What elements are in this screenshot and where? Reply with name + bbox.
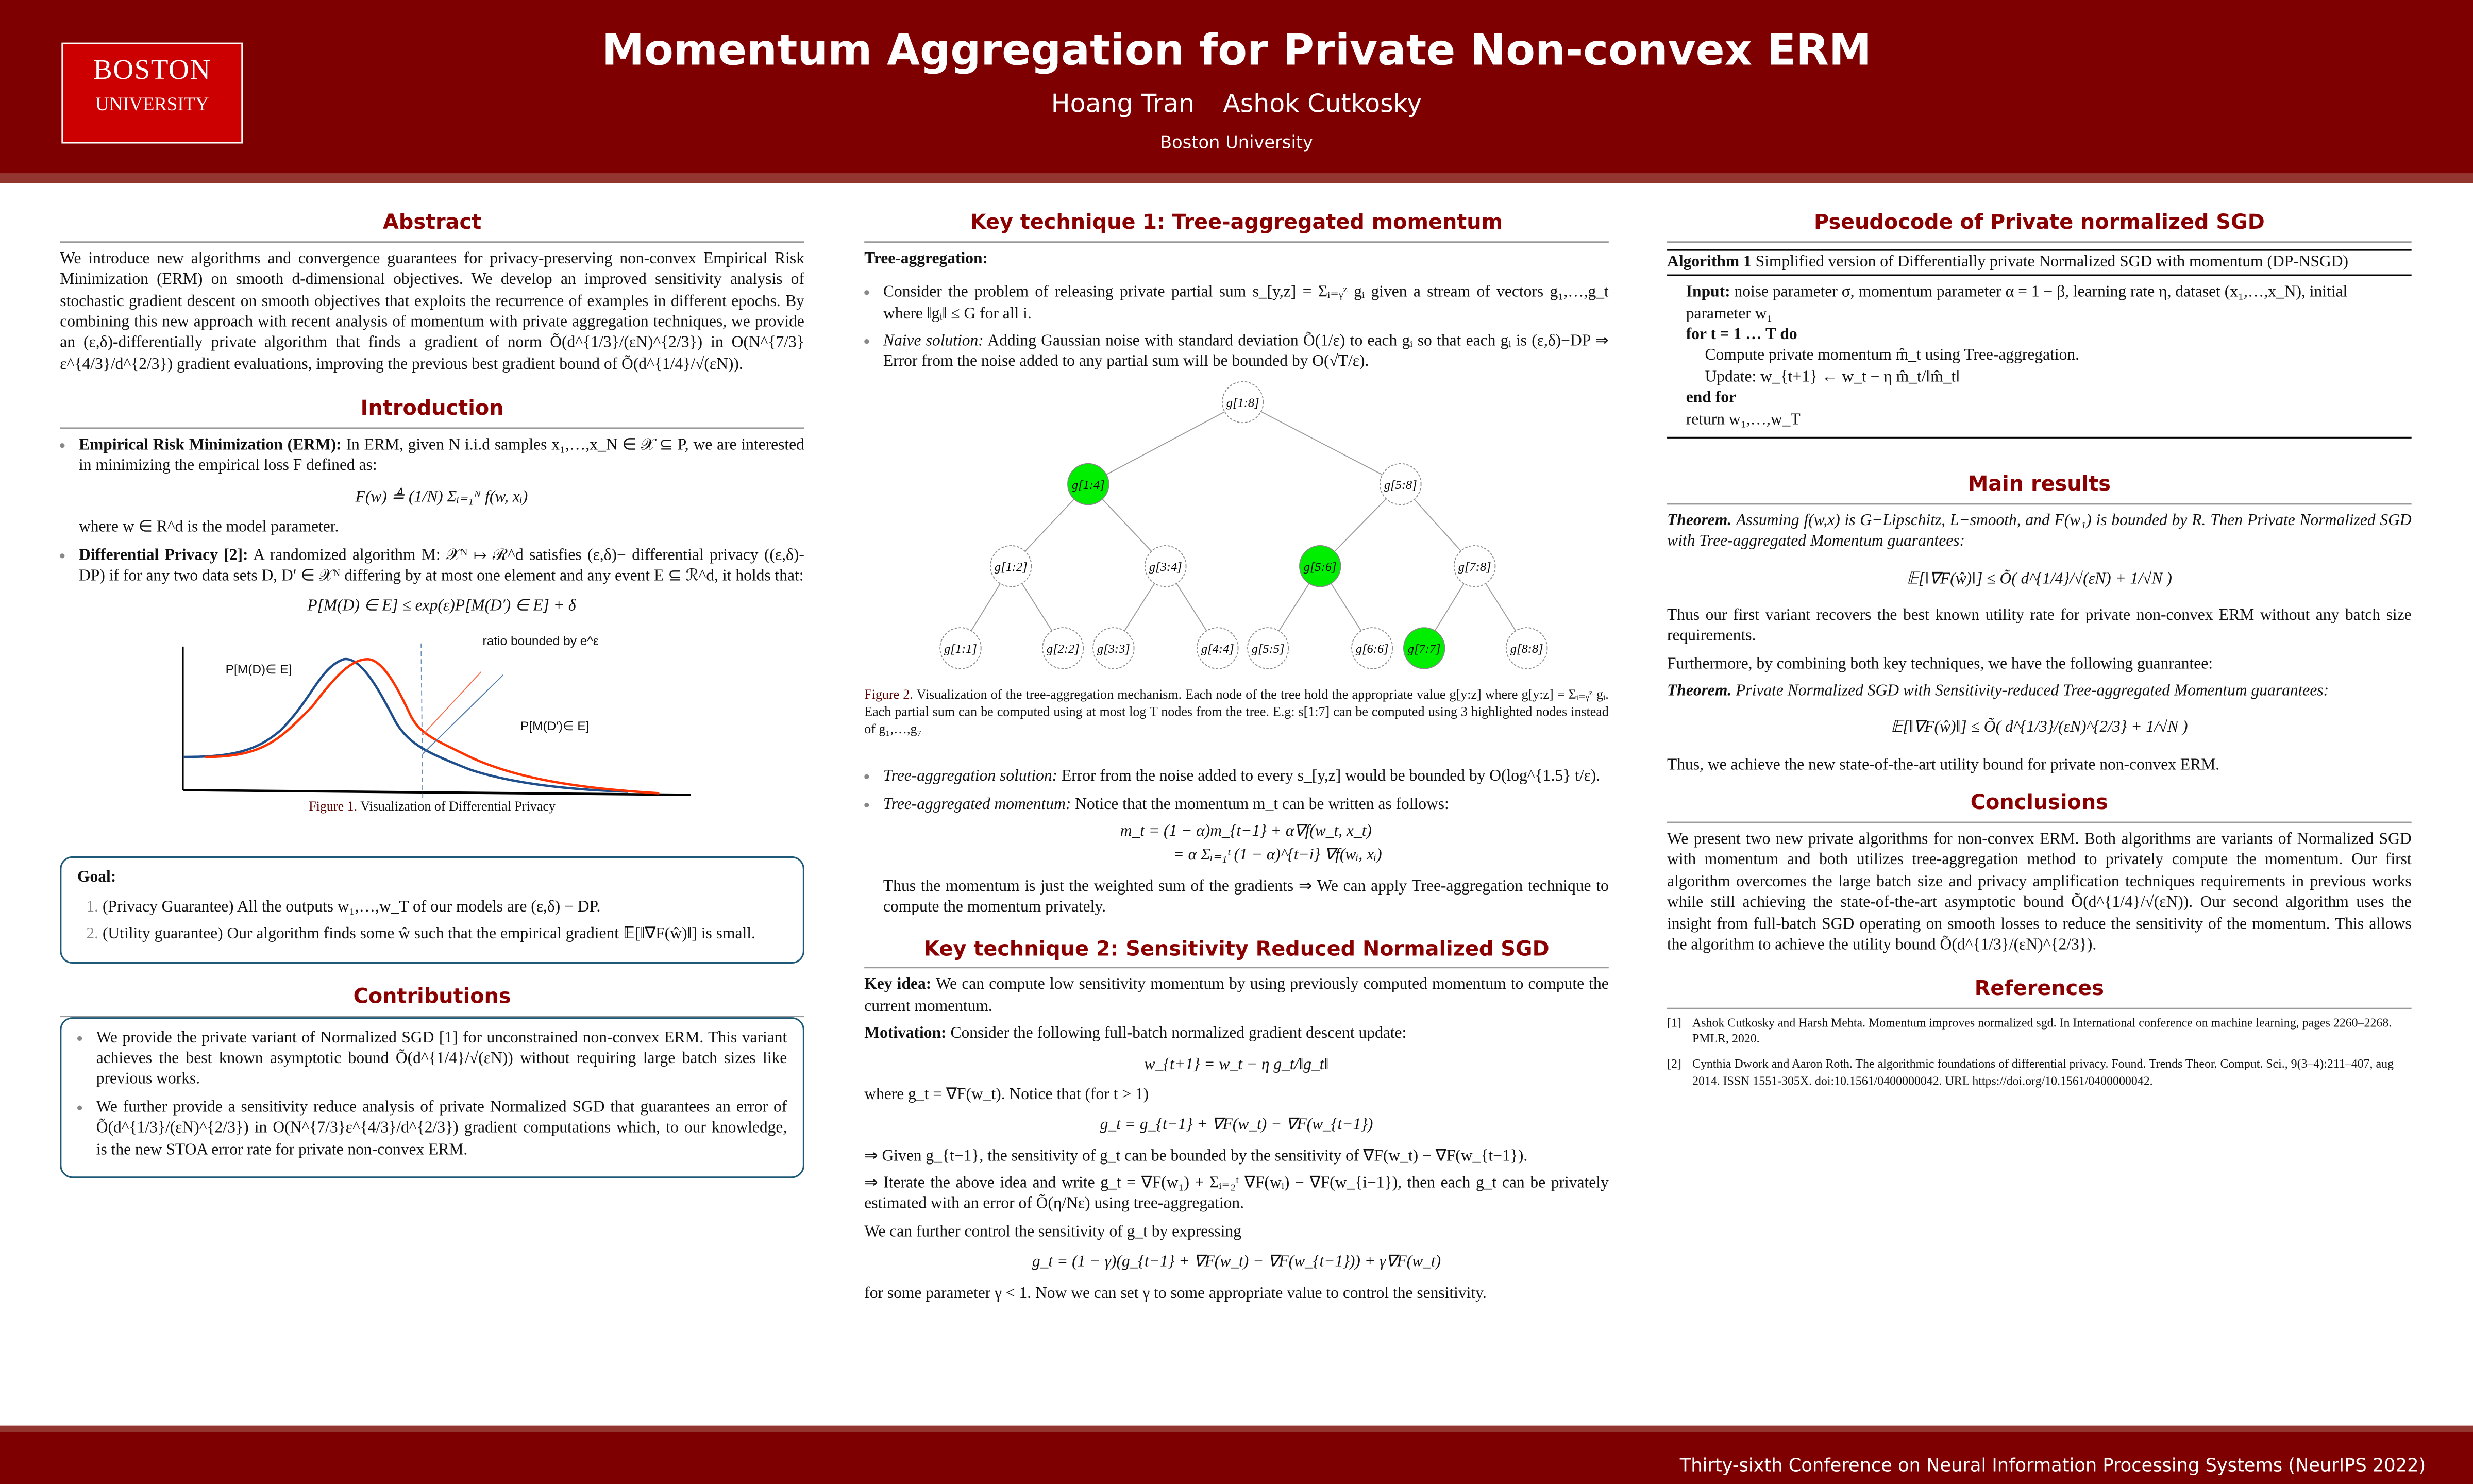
- svg-text:g[5:8]: g[5:8]: [1384, 478, 1417, 492]
- contributions-list: [77, 1028, 787, 1161]
- reference-item: [1667, 1057, 2412, 1089]
- abstract-text: We introduce new algorithms and convergence guarantees for privacy-preserving non-convex Empirical Risk Minimization (ERM) on smooth d-dimensional objectives. We develop an improved sensitivity analysis of stochastic gradient descent on smooth objectives that exploits the recurrence of examples in different epochs. By combining this new approach with recent analysis of momentum with private aggregation techniques, we provide an (ε,δ)-differentially private algorithm that finds a gradient of norm Õ(d^{1/3}/(εN)^{2/3}) in O(N^{7/3}ε^{4/3}/d^{2/3}) gradient evaluations, improving the previous best gradient bound of Õ(d^{1/4}/√(εN)).: [60, 250, 804, 374]
- svg-text:g[4:4]: g[4:4]: [1201, 642, 1234, 656]
- tree-node: [990, 545, 1032, 586]
- algorithm-header: [1667, 250, 2412, 276]
- footer: [0, 1426, 2473, 1484]
- results-text: Thus, we achieve the new state-of-the-art utility bound for private non-convex ERM.: [1667, 756, 2220, 774]
- abstract-heading: Abstract: [60, 211, 804, 243]
- algorithm-label: Algorithm 1: [1667, 254, 1752, 272]
- dp-figure-svg: [60, 627, 804, 801]
- references-heading: References: [1667, 978, 2412, 1009]
- idea-label: Key idea:: [864, 976, 932, 994]
- goal-box: [60, 856, 804, 964]
- tree-node: [1404, 627, 1445, 668]
- tree-edge: [1243, 402, 1401, 484]
- conclusions-heading: Conclusions: [1667, 792, 2412, 823]
- erm-title: Empirical Risk Minimization (ERM):: [79, 436, 342, 454]
- label-d: P[M(D)∈ E]: [225, 662, 292, 676]
- control-equation: g_t = (1 − γ)(g_{t−1} + ∇F(w_t) − ∇F(w_{t−1})) + γ∇F(w_t): [1032, 1254, 1441, 1272]
- goal-list: [77, 898, 787, 946]
- contribution-item: • We further provide a sensitivity reduce analysis of private Normalized SGD that guarantees an error of Õ(d^{1/3}/(εN)^{2/3}) in O(N^{7/3}ε^{4/3}/d^{2/3}) gradient computations which, to our knowledge, is the new STOA error rate for private non-convex ERM.: [96, 1098, 787, 1161]
- poster-title: Momentum Aggregation for Private Non-convex ERM: [601, 27, 1872, 76]
- theorem-text: Assuming f(w,x) is G−Lipschitz, L−smooth, and F(w₁) is bounded by R. Then Private Normalized SGD with Tree-aggregated Momentum guarantees:: [1667, 512, 2412, 551]
- tree-node: [1454, 545, 1495, 586]
- svg-text:g[6:6]: g[6:6]: [1355, 642, 1389, 656]
- momentum-eq1: m_t = (1 − α)m_{t−1} + α∇f(w_t, x_t): [1120, 823, 1372, 841]
- algo-step: Update: w_{t+1} ← w_t − η m̂_t/‖m̂_t‖: [1705, 368, 1961, 386]
- idea-text: We can compute low sensitivity momentum by using previously computed momentum to compute the current momentum.: [864, 976, 1609, 1016]
- contribution-item: • We provide the private variant of Normalized SGD [1] for unconstrained non-convex ERM. This variant achieves the best known asymptotic bound Õ(d^{1/4}/√(εN)) without requiring large batch sizes like previous works.: [96, 1028, 787, 1091]
- pseudocode-heading: Pseudocode of Private normalized SGD: [1667, 211, 2412, 243]
- erm-text: In ERM, given N i.i.d samples x₁,…,x_N ∈ 𝒳 ⊆ P, we are interested in minimizing the empirical loss F defined as:: [79, 436, 804, 476]
- momentum-label: Tree-aggregated momentum:: [883, 796, 1071, 814]
- goal-item: 1. (Privacy Guarantee) All the outputs w₁,…,w_T of our models are (ε,δ) − DP.: [103, 898, 787, 919]
- figure-1-caption: [60, 798, 804, 815]
- results-text: Furthermore, by combining both key techniques, we have the following guanrantee:: [1667, 655, 2213, 673]
- tree-node: [940, 627, 981, 668]
- reference-number: [2]: [1667, 1057, 1681, 1072]
- tree-node: [1380, 463, 1421, 504]
- algo-step: Compute private momentum m̂_t using Tree-aggregation.: [1705, 347, 2080, 365]
- tree-momentum-item: [883, 794, 1609, 918]
- author: Ashok Cutkosky: [1223, 88, 1422, 119]
- key2-line: for some parameter γ < 1. Now we can set γ to some appropriate value to control the sensitivity.: [864, 1285, 1487, 1302]
- tree-aggregation-subheading: Tree-aggregation:: [864, 250, 988, 268]
- intro-list: [60, 435, 804, 618]
- solution-text: Error from the noise added to every s_[y,z] would be bounded by O(log^{1.5} t/ε).: [1062, 768, 1601, 786]
- dp-title: Differential Privacy [2]:: [79, 546, 248, 564]
- intro-item-dp: [79, 545, 804, 618]
- update-equation: w_{t+1} = w_t − η g_t/‖g_t‖: [1144, 1056, 1329, 1073]
- caption-text: Visualization of Differential Privacy: [360, 797, 556, 814]
- theorem-2: [1667, 681, 2412, 702]
- momentum-text: Notice that the momentum m_t can be written as follows:: [1075, 796, 1449, 814]
- key-idea: [864, 975, 1609, 1018]
- erm-after: where w ∈ R^d is the model parameter.: [79, 519, 339, 537]
- motivation: [864, 1024, 1609, 1045]
- tree-node: [1506, 627, 1547, 668]
- ratio-arrow-blue: [423, 674, 503, 753]
- goal-item: 2. (Utility guarantee) Our algorithm finds some ŵ such that the empirical gradient 𝔼[‖∇F(ŵ)‖] is small.: [103, 925, 787, 946]
- label-ratio: ratio bounded by e^ε: [482, 633, 599, 648]
- svg-text:g[1:2]: g[1:2]: [994, 560, 1028, 574]
- tree-node: [1300, 545, 1341, 586]
- result-eq2: 𝔼[‖∇F(ŵ)‖] ≤ Õ( d^{1/3}/(εN)^{2/3} + 1/√N ): [1891, 719, 2188, 737]
- dp-equation: P[M(D) ∈ E] ≤ exp(ε)P[M(D′) ∈ E] + δ: [307, 598, 576, 616]
- goal-title: Goal:: [77, 868, 116, 886]
- tree-node: [1042, 627, 1084, 668]
- tree-node: [1248, 627, 1289, 668]
- svg-text:g[1:1]: g[1:1]: [944, 642, 977, 656]
- tree-edge: [1088, 402, 1243, 484]
- tree-node: [1352, 627, 1393, 668]
- algo-return: return w₁,…,w_T: [1686, 411, 1801, 429]
- solution-label: Tree-aggregation solution:: [883, 768, 1058, 786]
- input-text: noise parameter σ, momentum parameter α = 1 − β, learning rate η, dataset (x₁,…,x_N), initial parameter w₁: [1686, 284, 2348, 323]
- references-list: [1667, 1016, 2412, 1089]
- momentum-after: Thus the momentum is just the weighted sum of the gradients ⇒ We can apply Tree-aggregation technique to compute the momentum privately.: [883, 878, 1609, 917]
- key2-heading: Key technique 2: Sensitivity Reduced Normalized SGD: [864, 938, 1609, 969]
- algorithm-body: [1667, 276, 2412, 436]
- logo-line2: UNIVERSITY: [95, 93, 209, 115]
- key1-list: [864, 283, 1609, 374]
- svg-text:g[3:3]: g[3:3]: [1097, 642, 1130, 656]
- key2-line: where g_t = ∇F(w_t). Notice that (for t > 1): [864, 1086, 1149, 1104]
- reference-item: [1667, 1016, 2412, 1048]
- threshold-line: [421, 643, 423, 798]
- naive-label: Naive solution:: [883, 332, 984, 350]
- introduction-heading: Introduction: [60, 398, 804, 429]
- svg-text:g[1:8]: g[1:8]: [1226, 395, 1259, 410]
- tree-node: [1145, 545, 1186, 586]
- algo-for: for t = 1 … T do: [1686, 326, 1797, 344]
- curve-dprime: [205, 659, 659, 792]
- gradient-equation: g_t = g_{t−1} + ∇F(w_t) − ∇F(w_{t−1}): [1100, 1117, 1373, 1135]
- tree-node: [1222, 381, 1264, 423]
- key2-line: ⇒ Given g_{t−1}, the sensitivity of g_t can be bounded by the sensitivity of ∇F(w_t) − ∇F(w_{t−1}).: [864, 1148, 1528, 1165]
- conclusions-text: We present two new private algorithms for non-convex ERM. Both algorithms are variants of Normalized SGD with momentum and both utilizes tree-aggregation method to privately compute the momentum. Our first algorithm overcomes the large batch size and privacy amplification techniques requirements in previous works while still achieving the state-of-the-art asymptotic bound Õ(d^{1/4}/√(εN)). Our second algorithm uses the insight from full-batch SGD operating on smooth losses to reduce the sensitivity of the momentum. This allows the algorithm to achieve the utility bound Õ(d^{1/3}/(εN)^{2/3}).: [1667, 831, 2412, 954]
- tree-node: [1197, 627, 1238, 668]
- svg-text:g[8:8]: g[8:8]: [1510, 642, 1543, 656]
- contributions-box: [60, 1017, 804, 1178]
- tree-node: [1068, 463, 1109, 504]
- dp-text: A randomized algorithm M: 𝒳ᴺ ↦ ℛ^d satisfies (ε,δ)− differential privacy ((ε,δ)-DP) if for any two data sets D, D′ ∈ 𝒳ᴺ differing by at most one element and any event E ⊆ ℛ^d, it holds that:: [79, 546, 804, 585]
- key1-item: • Consider the problem of releasing private partial sum s_[y,z] = Σᵢ₌ᵧᶻ gᵢ given a stream of vectors g₁,…,g_t where ‖gᵢ‖ ≤ G for all i.: [883, 283, 1609, 325]
- conference-name: Thirty-sixth Conference on Neural Information Processing Systems (NeurIPS 2022): [1679, 1454, 2426, 1476]
- figure-label: Figure 2.: [864, 686, 913, 702]
- theorem-1: [1667, 511, 2412, 553]
- figure-1: [60, 627, 804, 824]
- middle-column: [864, 211, 1609, 1310]
- algo-input: [1686, 283, 2412, 325]
- theorem-text: Private Normalized SGD with Sensitivity-reduced Tree-aggregated Momentum guarantees:: [1736, 683, 2329, 701]
- key1-item: [883, 331, 1609, 374]
- left-column: [60, 211, 804, 1178]
- key2-line: ⇒ Iterate the above idea and write g_t = ∇F(w₁) + Σᵢ₌₂ᵗ ∇F(wᵢ) − ∇F(w_{i−1}), then each g_t can be privately estimated with an error of Õ(η/Nε) using tree-aggregation.: [864, 1175, 1609, 1213]
- theorem-label: Theorem.: [1667, 512, 1732, 530]
- authors: [0, 88, 2473, 121]
- reference-text: Cynthia Dwork and Aaron Roth. The algorithmic foundations of differential privacy. Found. Trends Theor. Comput. Sci., 9(3–4):211–407, aug 2014. ISSN 1551-305X. doi:10.1561/0400000042. URL https://doi.org/10.1561/0400000042.: [1692, 1057, 2394, 1088]
- figure-label: Figure 1.: [309, 797, 358, 814]
- svg-text:g[7:8]: g[7:8]: [1458, 560, 1491, 574]
- algo-endfor: end for: [1686, 390, 1736, 408]
- reference-number: [1]: [1667, 1016, 1681, 1031]
- reference-text: Ashok Cutkosky and Harsh Mehta. Momentum improves normalized sgd. In International conference on machine learning, pages 2260–2268. PMLR, 2020.: [1692, 1016, 2392, 1047]
- right-column: [1667, 211, 2412, 1099]
- author: Hoang Tran: [1051, 88, 1195, 119]
- header-divider: [0, 174, 2473, 183]
- motivation-text: Consider the following full-batch normalized gradient descent update:: [950, 1025, 1407, 1043]
- intro-item-erm: [79, 435, 804, 538]
- erm-equation: F(w) ≜ (1/N) Σᵢ₌₁ᴺ f(w, xᵢ): [355, 488, 528, 506]
- momentum-eq2: = α Σᵢ₌₁ᵗ (1 − α)^{t−i} ∇f(wᵢ, xᵢ): [1173, 847, 1382, 865]
- results-text: Thus our first variant recovers the best known utility rate for private non-convex ERM without any batch size requirements.: [1667, 607, 2412, 646]
- svg-text:g[2:2]: g[2:2]: [1046, 642, 1080, 656]
- tree-solution-item: [883, 767, 1609, 788]
- naive-text: Adding Gaussian noise with standard deviation Õ(1/ε) to each gᵢ so that each gᵢ is (ε,δ)−DP ⇒ Error from the noise added to any partial sum will be bounded by O(√T/ε).: [883, 332, 1609, 372]
- svg-text:g[7:7]: g[7:7]: [1407, 642, 1441, 656]
- contributions-heading: Contributions: [60, 985, 804, 1017]
- results-heading: Main results: [1667, 473, 2412, 504]
- algorithm-box: [1667, 249, 2412, 438]
- svg-text:g[1:4]: g[1:4]: [1071, 478, 1105, 492]
- tree-node: [1093, 627, 1134, 668]
- motivation-label: Motivation:: [864, 1025, 947, 1043]
- key2-line: We can further control the sensitivity of g_t by expressing: [864, 1223, 1241, 1241]
- svg-text:g[5:5]: g[5:5]: [1251, 642, 1285, 656]
- caption-text: Visualization of the tree-aggregation mechanism. Each node of the tree hold the appropriate value g[y:z] where g[y:z] = Σᵢ₌ᵧᶻ gᵢ. Each partial sum can be computed using at most log T nodes from the tree. E.g: s[1:7] can be computed using 3 highlighted nodes instead of g₁,…,g₇: [864, 686, 1609, 737]
- theorem-label: Theorem.: [1667, 683, 1732, 701]
- key1-list-2: [864, 767, 1609, 919]
- result-eq1: 𝔼[‖∇F(ŵ)‖] ≤ Õ( d^{1/4}/√(εN) + 1/√N ): [1906, 570, 2172, 588]
- svg-text:g[5:6]: g[5:6]: [1303, 560, 1337, 574]
- affiliation: Boston University: [1160, 132, 1313, 153]
- key1-heading: Key technique 1: Tree-aggregated momentum: [864, 211, 1609, 243]
- header: [0, 0, 2473, 174]
- figure-2-caption: [864, 686, 1609, 738]
- svg-text:g[3:4]: g[3:4]: [1149, 560, 1182, 574]
- algorithm-title: Simplified version of Differentially private Normalized SGD with momentum (DP-NSGD): [1755, 254, 2349, 272]
- tree-diagram: [864, 380, 1609, 680]
- logo-line1: BOSTON: [93, 54, 211, 86]
- label-dprime: P[M(D′)∈ E]: [520, 718, 590, 733]
- input-label: Input:: [1686, 284, 1730, 302]
